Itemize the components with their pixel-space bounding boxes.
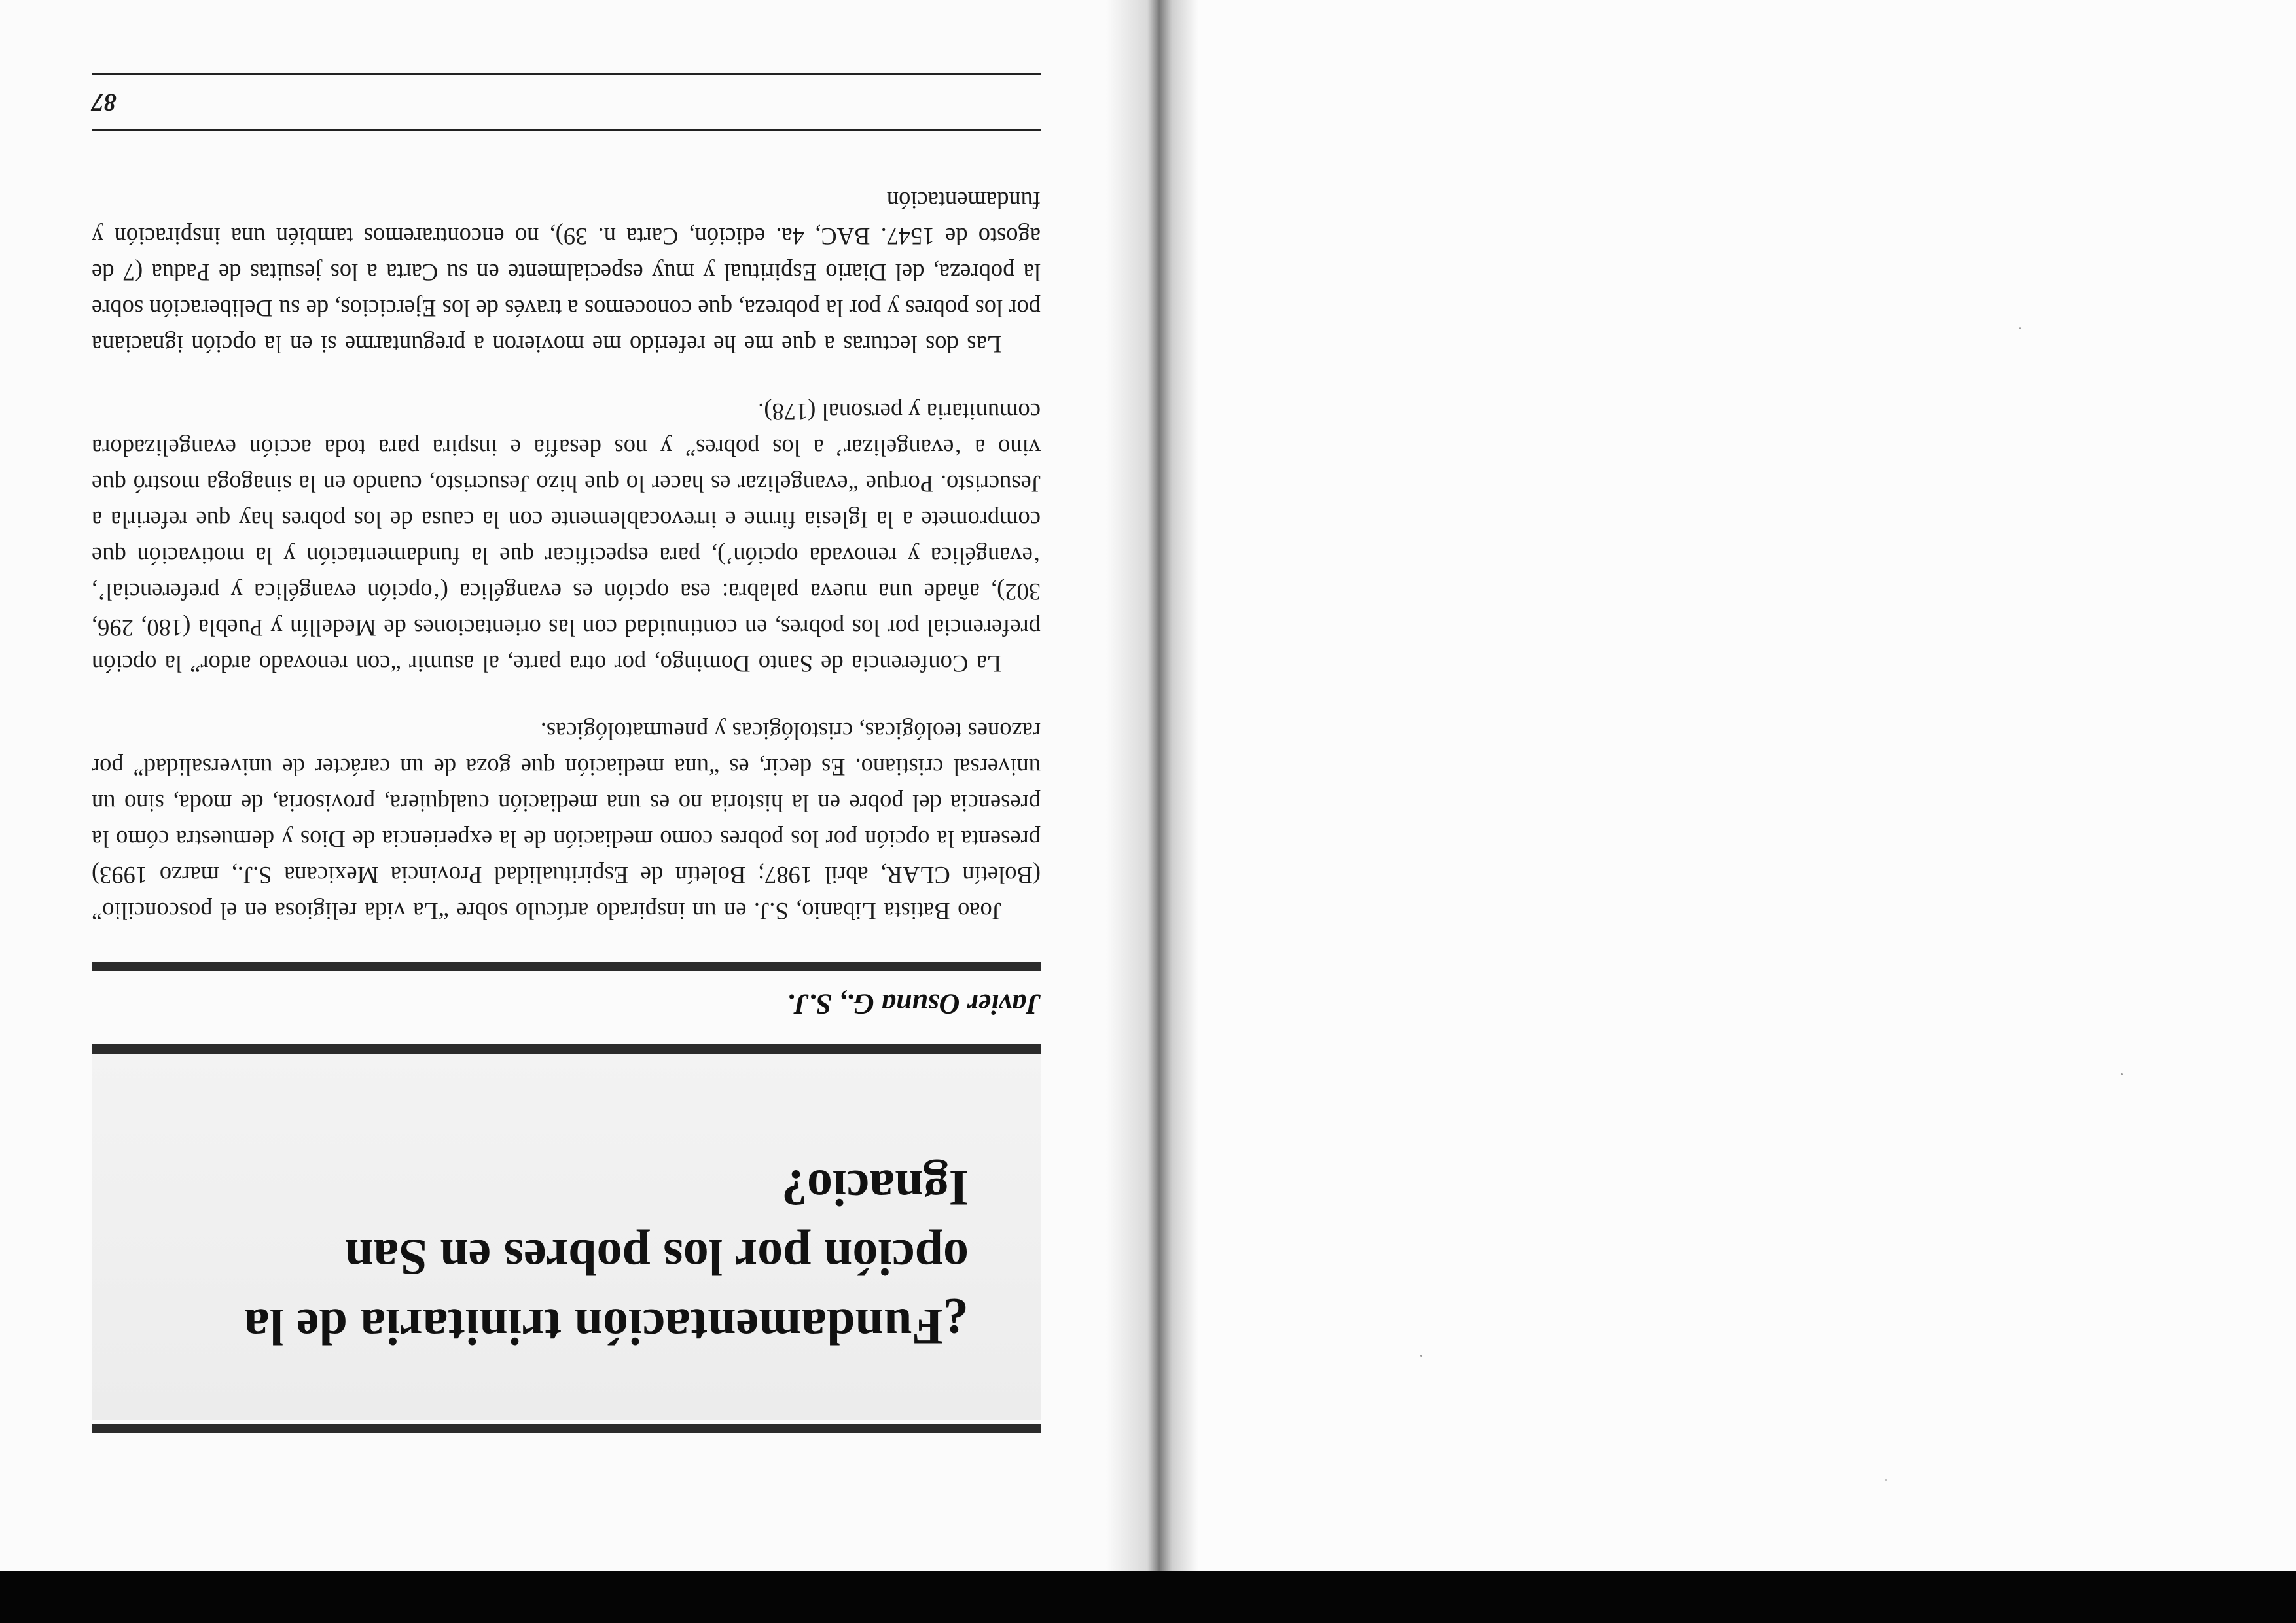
footer-bottom-rule (92, 73, 1041, 75)
paragraph-2: La Conferencia de Santo Domingo, por otra parte, al asumir “con renovado ardor” la opción preferencial por los pobres, en continuidad con las orientaciones de Medellín y Puebla (180, 296, 302), añade una nueva palabra: esa opción es evangélica (‘opción evangélica y preferencial’, ‘evangélica y renovada opción’), para especificar que la fundamentación y la motivación que compromete a la Iglesia firme e irrevocablemente con la causa de los pobres hay que referirla a Jesucristo. Porque “evangelizar es hacer lo que hizo Jesucristo, cuando en la sinagoga mostró que vino a ‘evangelizar’ a los pobres” y nos desafía e inspira para toda acción evangelizadora comunitaria y personal (178). (92, 399, 1041, 677)
speck (1420, 1355, 1422, 1357)
speck (2019, 327, 2021, 329)
title-bottom-rule (92, 1044, 1041, 1054)
paragraph-1: Joao Batista Libanio, S.J. en un inspirado artículo sobre “La vida religiosa en el posconcilio” (Boletín CLAR, abril 1987; Boletín de Espiritualidad Provincia Mexicana S.J., marzo 1993) presenta la opción por los pobres como mediación de la experiencia de Dios y demuestra cómo la presencia del pobre en la historia no es una mediación cualquiera, provisoria, de moda, sino un universal cristiano. Es decir, es “una mediación que goza de un carácter de universalidad” por razones teológicas, cristológicas y pneumatológicas. (92, 718, 1041, 925)
article-title: ¿Fundamentación trinitaria de la opción por los pobres en San Ignacio? (243, 1160, 969, 1355)
author-rule (92, 962, 1041, 971)
scanner-bed-edge (0, 1571, 2296, 1623)
right-page-blank (1198, 0, 2296, 1571)
footer-top-rule (92, 129, 1041, 131)
left-page (92, 52, 1041, 1479)
page-number: 87 (92, 88, 117, 116)
speck (2121, 1073, 2123, 1075)
title-top-rule (92, 1424, 1041, 1433)
speck (1885, 1479, 1887, 1481)
author-name: Javier Osuna G., S.J. (787, 988, 1041, 1020)
paragraph-3: Las dos lecturas a que me he referido me movieron a preguntarme si en la opción ignaciana por los pobres y por la pobreza, que conocemos a través de los Ejercicios, de su Deliberación sobre la pobreza, del Diario Espiritual y muy especialmente en su Carta a los jesuitas de Padua (7 de agosto de 1547. BAC, 4a. edición, Carta n. 39), no encontraremos también una inspiración y fundamentación (92, 187, 1041, 358)
book-gutter (1106, 0, 1198, 1571)
article-body (92, 183, 1041, 929)
